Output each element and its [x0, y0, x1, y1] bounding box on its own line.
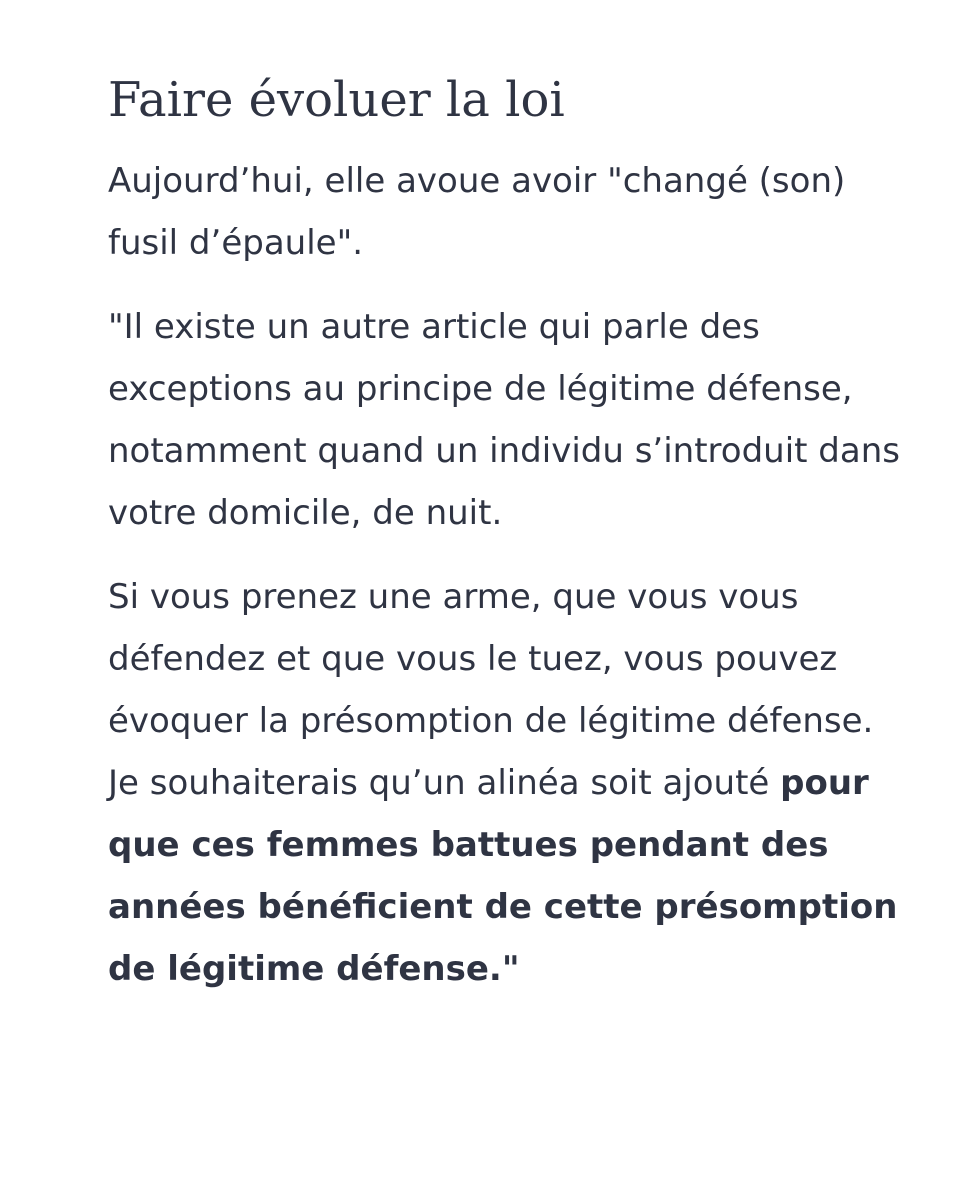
article-body [108, 72, 908, 1022]
quote-plain-text: Si vous prenez une arme, que vous vous défendez et que vous le tuez, vous pouvez évoquer la présomption de légitime défense. Je souhaiterais qu’un alinéa soit ajouté [108, 576, 874, 803]
paragraph-intro: Aujourd’hui, elle avoue avoir "changé (son) fusil d’épaule". [108, 160, 846, 263]
section-heading: Faire évoluer la loi [108, 72, 565, 128]
paragraph-quote-continued [108, 566, 908, 1000]
paragraph-quote-start: "Il existe un autre article qui parle des exceptions au principe de légitime défense, notamment quand un individu s’introduit dans votre domicile, de nuit. [108, 306, 900, 533]
quote-bold-text: pour que ces femmes battues pendant des années bénéficient de cette présomption de légitime défense." [108, 762, 898, 989]
